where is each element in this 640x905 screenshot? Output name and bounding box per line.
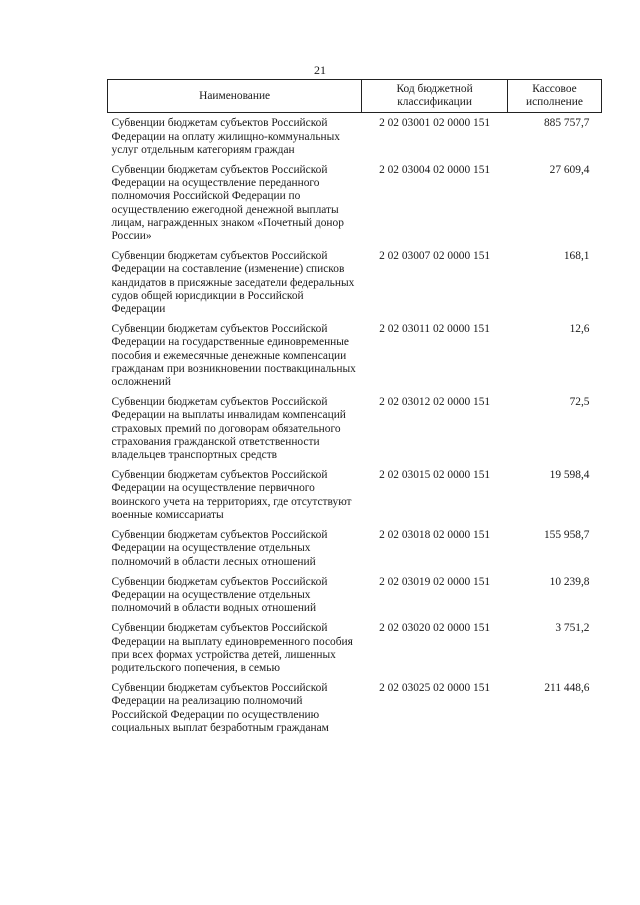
table-row xyxy=(108,246,602,319)
row-code: 2 02 03001 02 0000 151 xyxy=(379,117,491,130)
row-name: Субвенции бюджетам субъектов Российской Федерации на осуществление отдельных полномочий в области водных отношений xyxy=(111,575,328,615)
row-name: Субвенции бюджетам субъектов Российской Федерации на осуществление первичного воинского учета на территориях, где отсутствуют военные комиссариаты xyxy=(111,469,352,521)
row-code: 2 02 03019 02 0000 151 xyxy=(379,575,491,588)
row-name: Субвенции бюджетам субъектов Российской Федерации на осуществление переданного полномочия Российской Федерации по осуществлению ежегодной денежной выплаты лицам, награжденных знаком «Почетный донор России» xyxy=(111,164,344,243)
table-row xyxy=(108,319,602,392)
table-row xyxy=(108,113,602,160)
row-name: Субвенции бюджетам субъектов Российской Федерации на составление (изменение) списков кандидатов в присяжные заседатели федеральных судов общей юрисдикции в Российской Федерации xyxy=(111,250,355,316)
row-name: Субвенции бюджетам субъектов Российской Федерации на выплаты инвалидам компенсаций страховых премий по договорам обязательного страхования гражданской ответственности владельцев транспортных средств xyxy=(111,396,346,462)
header-amount: Кассовое исполнение xyxy=(507,80,601,113)
row-code: 2 02 03011 02 0000 151 xyxy=(379,323,490,336)
row-amount: 155 958,7 xyxy=(543,529,590,542)
header-code: Код бюджетной классификации xyxy=(362,80,508,113)
row-code: 2 02 03004 02 0000 151 xyxy=(379,164,491,177)
row-name: Субвенции бюджетам субъектов Российской Федерации на государственные единовременные пособия и ежемесячные денежные компенсации гражданам при возникновении поствакцинальных осложнений xyxy=(111,323,356,389)
row-code: 2 02 03007 02 0000 151 xyxy=(379,250,491,263)
table-row xyxy=(108,465,602,525)
row-amount: 10 239,8 xyxy=(549,575,590,588)
row-amount: 27 609,4 xyxy=(549,164,590,177)
table-row xyxy=(108,678,602,738)
row-code: 2 02 03015 02 0000 151 xyxy=(379,469,491,482)
row-amount: 19 598,4 xyxy=(549,469,590,482)
row-name: Субвенции бюджетам субъектов Российской Федерации на выплату единовременного пособия при всех формах устройства детей, лишенных родительского попечения, в семью xyxy=(111,622,353,674)
row-code: 2 02 03018 02 0000 151 xyxy=(379,529,491,542)
row-name: Субвенции бюджетам субъектов Российской Федерации на оплату жилищно-коммунальных услуг отдельным категориям граждан xyxy=(111,117,340,156)
row-amount: 885 757,7 xyxy=(543,117,590,130)
budget-table xyxy=(107,79,602,738)
row-amount: 3 751,2 xyxy=(555,622,590,635)
page-number: 21 xyxy=(314,63,326,77)
table-header-row xyxy=(108,80,602,113)
row-amount: 12,6 xyxy=(569,323,590,336)
row-amount: 211 448,6 xyxy=(544,682,590,695)
table-row xyxy=(108,525,602,572)
row-name: Субвенции бюджетам субъектов Российской Федерации на осуществление отдельных полномочий в области лесных отношений xyxy=(111,529,328,568)
table-row xyxy=(108,572,602,619)
row-amount: 168,1 xyxy=(563,250,590,263)
row-code: 2 02 03012 02 0000 151 xyxy=(379,396,491,409)
table-row xyxy=(108,618,602,678)
row-amount: 72,5 xyxy=(569,396,590,409)
row-code: 2 02 03025 02 0000 151 xyxy=(379,682,491,695)
row-name: Субвенции бюджетам субъектов Российской Федерации на реализацию полномочий Российской Федерации по осуществлению социальных выплат безработным гражданам xyxy=(111,682,329,734)
header-name: Наименование xyxy=(108,80,362,113)
table-row xyxy=(108,392,602,465)
table-row xyxy=(108,160,602,246)
row-code: 2 02 03020 02 0000 151 xyxy=(379,622,491,635)
